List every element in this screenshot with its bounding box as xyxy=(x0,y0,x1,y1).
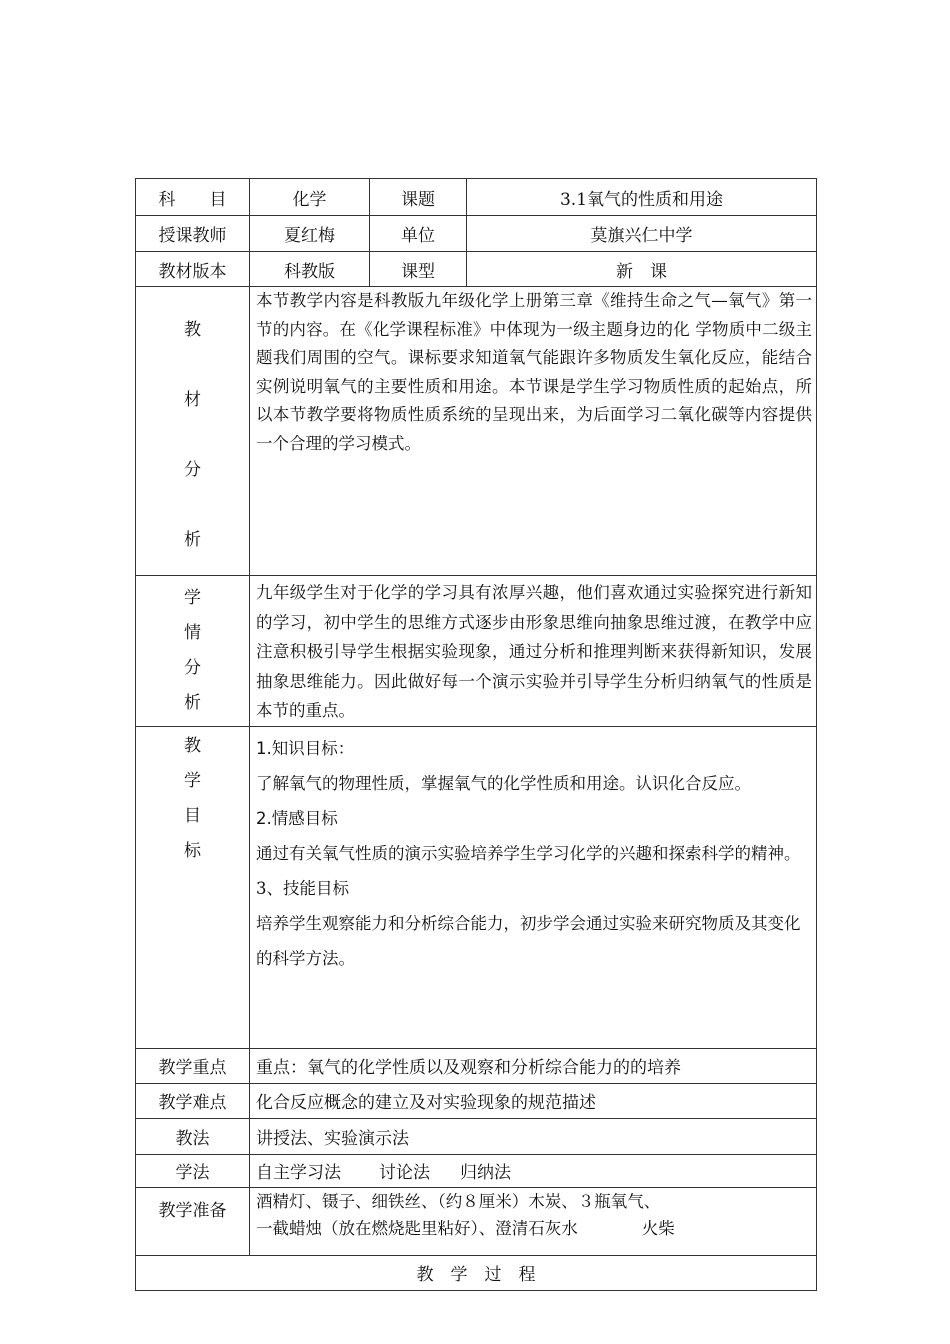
edition-label: 教材版本 xyxy=(136,252,250,287)
learning-method-label: 学法 xyxy=(136,1154,250,1187)
unit-value: 莫旗兴仁中学 xyxy=(467,216,817,252)
row-material-analysis xyxy=(136,287,817,576)
material-label-char: 材 xyxy=(184,390,201,410)
objective-skill-text: 培养学生观察能力和分析综合能力，初步学会通过实验来研究物质及其变化的科学方法。 xyxy=(256,913,801,968)
learning-method-list xyxy=(250,1154,817,1187)
topic-label: 课题 xyxy=(370,179,467,216)
preparation-label: 教学准备 xyxy=(136,1187,250,1255)
row-preparation xyxy=(136,1187,817,1255)
row-teaching-method xyxy=(136,1118,817,1154)
material-label-char: 析 xyxy=(184,530,201,550)
students-label xyxy=(136,576,250,727)
unit-label: 单位 xyxy=(370,216,467,252)
learning-method-item: 归纳法 xyxy=(460,1163,511,1183)
objectives-label-char: 目 xyxy=(184,805,201,826)
lesson-plan-table xyxy=(135,178,817,1291)
key-point-text: 重点：氧气的化学性质以及观察和分析综合能力的的培养 xyxy=(250,1048,817,1083)
material-label-char: 教 xyxy=(184,320,201,340)
learning-method-item: 自主学习法 xyxy=(256,1163,341,1183)
objectives-content xyxy=(250,726,817,1048)
row-learning-method xyxy=(136,1154,817,1187)
subject-value: 化学 xyxy=(250,179,370,216)
students-label-char: 情 xyxy=(184,622,201,643)
process-title: 教 学 过 程 xyxy=(136,1255,817,1290)
difficulty-label: 教学难点 xyxy=(136,1083,250,1118)
teaching-method-text: 讲授法、实验演示法 xyxy=(250,1118,817,1154)
material-label xyxy=(136,287,250,576)
row-key-point xyxy=(136,1048,817,1083)
objectives-label-char: 教 xyxy=(184,735,201,756)
teaching-method-label: 教法 xyxy=(136,1118,250,1154)
difficulty-text: 化合反应概念的建立及对实验现象的规范描述 xyxy=(250,1083,817,1118)
row-edition xyxy=(136,252,817,287)
preparation-line-1: 酒精灯、镊子、细铁丝、（约８厘米）木炭、３瓶氧气、 xyxy=(256,1191,661,1211)
edition-value: 科教版 xyxy=(250,252,370,287)
student-analysis-text: 九年级学生对于化学的学习具有浓厚兴趣，他们喜欢通过实验探究进行新知的学习，初中学生的思维方式逐步由形象思维向抽象思维过渡，在教学中应注意积极引导学生根据实验现象，通过分析和推理判断来获得新知识，发展抽象思维能力。因此做好每一个演示实验并引导学生分析归纳氧气的性质是本节的重点。 xyxy=(250,576,817,727)
objectives-label-char: 标 xyxy=(184,840,201,861)
teacher-label: 授课教师 xyxy=(136,216,250,252)
objective-heading-skill: 3、技能目标 xyxy=(256,878,349,898)
objective-knowledge-text: 了解氧气的物理性质，掌握氧气的化学性质和用途。认识化合反应。 xyxy=(256,773,751,793)
type-label: 课型 xyxy=(370,252,467,287)
row-subject xyxy=(136,179,817,216)
type-value: 新 课 xyxy=(467,252,817,287)
row-student-analysis xyxy=(136,576,817,727)
subject-label: 科 目 xyxy=(136,179,250,216)
teacher-value: 夏红梅 xyxy=(250,216,370,252)
row-difficulty xyxy=(136,1083,817,1118)
row-process xyxy=(136,1255,817,1290)
learning-method-item: 讨论法 xyxy=(379,1163,430,1183)
preparation-line-2: 一截蜡烛（放在燃烧匙里粘好）、澄清石灰水 火柴 xyxy=(256,1218,675,1238)
row-objectives xyxy=(136,726,817,1048)
key-point-label: 教学重点 xyxy=(136,1048,250,1083)
students-label-char: 析 xyxy=(184,692,201,713)
students-label-char: 学 xyxy=(184,587,201,608)
objectives-label xyxy=(136,726,250,1048)
objective-heading-knowledge: 1.知识目标： xyxy=(256,738,355,758)
material-analysis-text: 本节教学内容是科教版九年级化学上册第三章《维持生命之气—氧气》第一节的内容。在《化学课程标准》中体现为一级主题身边的化 学物质中二级主题我们周围的空气。课标要求知道氧气能跟许多物质发生氧化反应，能结合实例说明氧气的主要性质和用途。本节课是学生学习物质性质的起始点，所以本节教学要将物质性质系统的呈现出来，为后面学习二氧化碳等内容提供一个合理的学习模式。 xyxy=(250,287,817,576)
objectives-label-char: 学 xyxy=(184,770,201,791)
material-label-char: 分 xyxy=(184,460,201,480)
students-label-char: 分 xyxy=(184,657,201,678)
preparation-content xyxy=(250,1187,817,1255)
objective-emotion-text: 通过有关氧气性质的演示实验培养学生学习化学的兴趣和探索科学的精神。 xyxy=(256,843,801,863)
row-teacher xyxy=(136,216,817,252)
topic-value: 3.1氧气的性质和用途 xyxy=(467,179,817,216)
objective-heading-emotion: 2.情感目标 xyxy=(256,808,338,828)
